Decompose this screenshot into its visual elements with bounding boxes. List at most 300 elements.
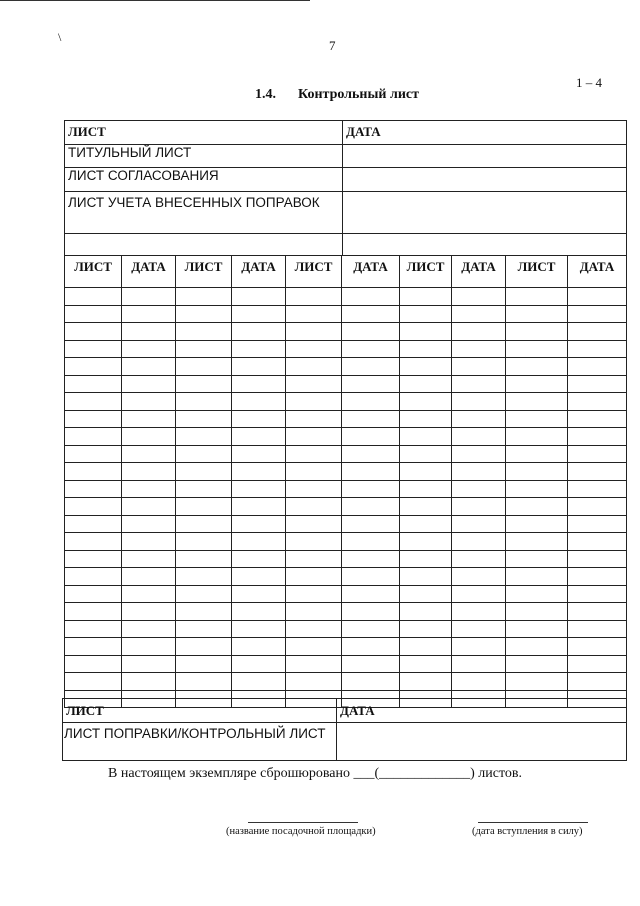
grid-cell-sheet [286, 480, 342, 498]
grid-row [65, 585, 627, 603]
grid-cell-sheet [506, 323, 568, 341]
grid-cell-date [342, 585, 400, 603]
sheet-name [65, 234, 343, 256]
section-title: Контрольный лист [298, 87, 420, 102]
grid-cell-sheet [400, 463, 452, 481]
grid-cell-date [122, 428, 176, 446]
grid-cell-date [568, 375, 627, 393]
grid-row [65, 533, 627, 551]
grid-cell-sheet [65, 393, 122, 411]
grid-cell-sheet [286, 428, 342, 446]
grid-row [65, 305, 627, 323]
grid-cell-date [452, 533, 506, 551]
grid-cell-sheet [400, 445, 452, 463]
grid-cell-date [342, 410, 400, 428]
grid-cell-date [122, 585, 176, 603]
grid-cell-date [452, 550, 506, 568]
grid-cell-sheet [286, 340, 342, 358]
correction-sheet-table [62, 698, 627, 761]
grid-cell-sheet [286, 568, 342, 586]
table-header-row [65, 121, 627, 145]
grid-cell-sheet [65, 498, 122, 516]
effective-date-line [478, 822, 588, 823]
grid-header-date: ДАТА [452, 256, 506, 288]
grid-cell-sheet [506, 393, 568, 411]
grid-row [65, 288, 627, 306]
grid-cell-sheet [65, 515, 122, 533]
grid-row [65, 445, 627, 463]
grid-cell-date [122, 498, 176, 516]
grid-cell-sheet [506, 288, 568, 306]
grid-cell-date [342, 568, 400, 586]
sheet-date-grid [64, 255, 627, 708]
column-header-date: ДАТА [337, 699, 627, 723]
grid-cell-sheet [176, 638, 232, 656]
grid-row [65, 428, 627, 446]
grid-cell-date [232, 375, 286, 393]
grid-cell-date [122, 603, 176, 621]
grid-cell-sheet [65, 428, 122, 446]
grid-row [65, 550, 627, 568]
grid-cell-date [452, 463, 506, 481]
sheet-name: ЛИСТ ПОПРАВКИ/КОНТРОЛЬНЫЙ ЛИСТ [63, 723, 337, 761]
grid-cell-date [122, 393, 176, 411]
grid-cell-date [232, 533, 286, 551]
grid-row [65, 620, 627, 638]
grid-cell-date [568, 673, 627, 691]
grid-row [65, 638, 627, 656]
grid-cell-sheet [65, 568, 122, 586]
grid-cell-sheet [176, 445, 232, 463]
grid-cell-sheet [400, 375, 452, 393]
grid-cell-date [452, 323, 506, 341]
grid-cell-sheet [176, 323, 232, 341]
grid-cell-date [122, 533, 176, 551]
grid-header-sheet: ЛИСТ [506, 256, 568, 288]
page-reference: 1 – 4 [576, 75, 602, 90]
grid-cell-date [122, 480, 176, 498]
grid-cell-date [232, 428, 286, 446]
grid-cell-sheet [400, 393, 452, 411]
grid-cell-sheet [176, 498, 232, 516]
grid-cell-sheet [65, 358, 122, 376]
grid-cell-date [122, 340, 176, 358]
grid-header-date: ДАТА [232, 256, 286, 288]
grid-cell-sheet [400, 533, 452, 551]
grid-cell-date [122, 323, 176, 341]
table-row [65, 234, 627, 256]
grid-cell-date [452, 358, 506, 376]
grid-cell-date [232, 498, 286, 516]
grid-header-sheet: ЛИСТ [286, 256, 342, 288]
grid-cell-sheet [506, 410, 568, 428]
grid-cell-sheet [506, 428, 568, 446]
grid-cell-sheet [400, 410, 452, 428]
grid-body [65, 288, 627, 708]
grid-cell-sheet [65, 603, 122, 621]
grid-cell-date [452, 603, 506, 621]
grid-cell-date [342, 480, 400, 498]
grid-cell-date [342, 620, 400, 638]
grid-row [65, 515, 627, 533]
grid-cell-sheet [286, 498, 342, 516]
grid-cell-sheet [286, 655, 342, 673]
grid-cell-date [568, 445, 627, 463]
table-row [65, 192, 627, 234]
sheet-list-table [64, 120, 627, 256]
grid-cell-date [232, 305, 286, 323]
grid-cell-sheet [65, 288, 122, 306]
grid-cell-sheet [176, 655, 232, 673]
grid-cell-date [122, 375, 176, 393]
grid-cell-date [452, 340, 506, 358]
date-cell [337, 723, 627, 761]
grid-cell-sheet [176, 393, 232, 411]
section-heading [255, 87, 419, 103]
grid-cell-date [122, 655, 176, 673]
grid-cell-date [122, 445, 176, 463]
grid-cell-sheet [65, 323, 122, 341]
grid-header-date: ДАТА [568, 256, 627, 288]
grid-cell-date [568, 410, 627, 428]
grid-cell-date [568, 655, 627, 673]
grid-cell-sheet [65, 550, 122, 568]
grid-row [65, 603, 627, 621]
grid-cell-date [232, 585, 286, 603]
grid-cell-sheet [65, 585, 122, 603]
grid-cell-sheet [506, 463, 568, 481]
grid-cell-sheet [400, 498, 452, 516]
grid-cell-sheet [65, 445, 122, 463]
table-row [65, 145, 627, 168]
table-row [65, 168, 627, 192]
grid-cell-sheet [176, 533, 232, 551]
grid-cell-sheet [286, 673, 342, 691]
effective-date-caption: (дата вступления в силу) [472, 826, 583, 837]
grid-cell-date [232, 655, 286, 673]
grid-cell-date [342, 673, 400, 691]
grid-cell-sheet [176, 480, 232, 498]
grid-cell-sheet [65, 340, 122, 358]
grid-cell-date [122, 463, 176, 481]
grid-cell-date [232, 358, 286, 376]
grid-cell-sheet [176, 463, 232, 481]
grid-cell-sheet [400, 655, 452, 673]
grid-cell-date [568, 568, 627, 586]
grid-cell-sheet [400, 515, 452, 533]
table-row [63, 723, 627, 761]
grid-cell-date [122, 568, 176, 586]
grid-cell-sheet [286, 585, 342, 603]
grid-cell-sheet [506, 585, 568, 603]
grid-cell-date [342, 393, 400, 411]
grid-cell-date [232, 393, 286, 411]
grid-row [65, 393, 627, 411]
grid-cell-date [342, 603, 400, 621]
grid-cell-date [568, 288, 627, 306]
grid-cell-date [568, 550, 627, 568]
grid-cell-sheet [286, 603, 342, 621]
column-header-sheet: ЛИСТ [65, 121, 343, 145]
grid-cell-date [568, 393, 627, 411]
grid-header-date: ДАТА [122, 256, 176, 288]
date-cell [343, 145, 627, 168]
grid-cell-sheet [286, 393, 342, 411]
grid-header-date: ДАТА [342, 256, 400, 288]
grid-row [65, 375, 627, 393]
grid-cell-sheet [506, 445, 568, 463]
grid-cell-date [122, 410, 176, 428]
grid-cell-date [568, 428, 627, 446]
grid-cell-sheet [400, 585, 452, 603]
grid-cell-date [342, 550, 400, 568]
grid-cell-date [452, 393, 506, 411]
corner-mark: \ [58, 30, 62, 44]
grid-cell-date [122, 515, 176, 533]
grid-cell-sheet [400, 603, 452, 621]
grid-cell-sheet [65, 533, 122, 551]
page-number: 7 [329, 38, 336, 53]
grid-cell-date [232, 480, 286, 498]
grid-cell-date [232, 673, 286, 691]
grid-row [65, 463, 627, 481]
grid-cell-date [568, 305, 627, 323]
grid-cell-date [342, 358, 400, 376]
grid-cell-date [232, 638, 286, 656]
grid-cell-sheet [65, 655, 122, 673]
grid-cell-date [342, 515, 400, 533]
grid-cell-date [452, 515, 506, 533]
grid-cell-date [342, 463, 400, 481]
grid-cell-sheet [65, 620, 122, 638]
grid-cell-sheet [506, 480, 568, 498]
grid-cell-sheet [506, 498, 568, 516]
table-header-row [63, 699, 627, 723]
grid-header-sheet: ЛИСТ [176, 256, 232, 288]
grid-cell-sheet [400, 340, 452, 358]
grid-cell-date [452, 288, 506, 306]
date-cell [343, 168, 627, 192]
grid-cell-date [342, 375, 400, 393]
grid-row [65, 323, 627, 341]
top-edge-line [0, 0, 310, 1]
grid-cell-sheet [506, 358, 568, 376]
grid-cell-date [122, 288, 176, 306]
grid-cell-sheet [400, 568, 452, 586]
grid-cell-sheet [506, 375, 568, 393]
grid-cell-sheet [176, 620, 232, 638]
grid-cell-sheet [400, 358, 452, 376]
grid-header-sheet: ЛИСТ [400, 256, 452, 288]
grid-cell-sheet [506, 638, 568, 656]
grid-cell-date [342, 428, 400, 446]
grid-cell-sheet [176, 515, 232, 533]
grid-cell-sheet [176, 428, 232, 446]
grid-cell-date [232, 288, 286, 306]
grid-cell-date [568, 323, 627, 341]
grid-cell-date [122, 305, 176, 323]
grid-cell-sheet [400, 550, 452, 568]
grid-cell-sheet [506, 340, 568, 358]
grid-cell-sheet [176, 603, 232, 621]
grid-cell-date [452, 673, 506, 691]
bound-sheets-statement: В настоящем экземпляре сброшюровано ___(_____________) листов. [108, 766, 523, 781]
grid-cell-sheet [506, 603, 568, 621]
grid-cell-date [568, 603, 627, 621]
grid-cell-date [232, 515, 286, 533]
grid-cell-sheet [286, 445, 342, 463]
grid-cell-date [342, 655, 400, 673]
grid-cell-date [122, 620, 176, 638]
grid-cell-sheet [65, 463, 122, 481]
grid-cell-date [452, 428, 506, 446]
grid-cell-date [452, 410, 506, 428]
site-name-caption: (название посадочной площадки) [226, 826, 376, 837]
grid-row [65, 358, 627, 376]
grid-cell-date [568, 358, 627, 376]
date-cell [343, 192, 627, 234]
grid-cell-date [342, 305, 400, 323]
grid-cell-date [232, 463, 286, 481]
grid-cell-date [342, 323, 400, 341]
grid-cell-sheet [286, 305, 342, 323]
grid-cell-sheet [506, 673, 568, 691]
grid-cell-date [568, 585, 627, 603]
grid-cell-sheet [286, 288, 342, 306]
column-header-sheet: ЛИСТ [63, 699, 337, 723]
sheet-name: ТИТУЛЬНЫЙ ЛИСТ [65, 145, 343, 168]
sheet-name: ЛИСТ СОГЛАСОВАНИЯ [65, 168, 343, 192]
grid-cell-date [232, 340, 286, 358]
site-name-line [248, 822, 358, 823]
grid-cell-sheet [286, 410, 342, 428]
grid-cell-date [568, 480, 627, 498]
grid-header-sheet: ЛИСТ [65, 256, 122, 288]
grid-cell-sheet [176, 585, 232, 603]
grid-cell-sheet [286, 463, 342, 481]
grid-cell-sheet [286, 323, 342, 341]
grid-cell-date [232, 603, 286, 621]
grid-cell-date [452, 585, 506, 603]
grid-cell-date [452, 375, 506, 393]
grid-cell-sheet [176, 305, 232, 323]
grid-cell-date [452, 638, 506, 656]
grid-cell-date [452, 445, 506, 463]
date-cell [343, 234, 627, 256]
grid-cell-sheet [65, 480, 122, 498]
grid-cell-sheet [176, 375, 232, 393]
grid-cell-date [452, 305, 506, 323]
grid-cell-sheet [65, 375, 122, 393]
grid-cell-date [452, 498, 506, 516]
grid-cell-sheet [286, 638, 342, 656]
grid-cell-sheet [286, 515, 342, 533]
grid-row [65, 568, 627, 586]
grid-cell-date [342, 638, 400, 656]
grid-cell-date [122, 638, 176, 656]
grid-cell-sheet [176, 358, 232, 376]
grid-row [65, 340, 627, 358]
grid-cell-date [232, 620, 286, 638]
sheet-name: ЛИСТ УЧЕТА ВНЕСЕННЫХ ПОПРАВОК [65, 192, 343, 234]
grid-cell-date [568, 340, 627, 358]
grid-cell-date [342, 340, 400, 358]
grid-cell-sheet [506, 515, 568, 533]
grid-cell-sheet [65, 410, 122, 428]
grid-header-row [65, 256, 627, 288]
grid-cell-date [452, 620, 506, 638]
grid-cell-date [342, 498, 400, 516]
grid-cell-date [568, 515, 627, 533]
grid-cell-date [342, 533, 400, 551]
grid-cell-date [122, 673, 176, 691]
grid-cell-sheet [286, 550, 342, 568]
grid-cell-sheet [176, 340, 232, 358]
grid-cell-sheet [506, 550, 568, 568]
grid-row [65, 410, 627, 428]
grid-cell-date [232, 568, 286, 586]
grid-cell-sheet [286, 533, 342, 551]
grid-cell-date [452, 655, 506, 673]
grid-cell-date [122, 550, 176, 568]
grid-cell-sheet [176, 550, 232, 568]
grid-cell-date [452, 568, 506, 586]
grid-cell-sheet [506, 568, 568, 586]
grid-cell-sheet [400, 480, 452, 498]
grid-cell-sheet [286, 358, 342, 376]
grid-cell-sheet [65, 673, 122, 691]
grid-cell-date [342, 445, 400, 463]
grid-cell-sheet [400, 638, 452, 656]
grid-cell-date [122, 358, 176, 376]
grid-cell-sheet [176, 410, 232, 428]
column-header-date: ДАТА [343, 121, 627, 145]
grid-cell-sheet [176, 568, 232, 586]
grid-cell-sheet [286, 375, 342, 393]
grid-cell-sheet [400, 323, 452, 341]
grid-cell-date [568, 620, 627, 638]
grid-cell-date [568, 498, 627, 516]
grid-row [65, 498, 627, 516]
grid-cell-sheet [286, 620, 342, 638]
grid-cell-sheet [506, 655, 568, 673]
grid-cell-date [232, 445, 286, 463]
grid-cell-sheet [65, 305, 122, 323]
grid-cell-date [342, 288, 400, 306]
grid-cell-date [232, 323, 286, 341]
grid-cell-sheet [176, 288, 232, 306]
grid-row [65, 673, 627, 691]
grid-row [65, 480, 627, 498]
grid-cell-sheet [176, 673, 232, 691]
grid-cell-sheet [400, 620, 452, 638]
grid-cell-sheet [400, 288, 452, 306]
grid-row [65, 655, 627, 673]
grid-cell-sheet [65, 638, 122, 656]
grid-cell-sheet [506, 620, 568, 638]
grid-cell-date [568, 638, 627, 656]
grid-cell-sheet [506, 305, 568, 323]
grid-cell-date [452, 480, 506, 498]
grid-cell-date [568, 533, 627, 551]
grid-cell-date [232, 410, 286, 428]
grid-cell-sheet [400, 673, 452, 691]
grid-cell-sheet [400, 428, 452, 446]
grid-cell-date [232, 550, 286, 568]
grid-cell-sheet [400, 305, 452, 323]
grid-cell-sheet [506, 533, 568, 551]
section-number: 1.4. [255, 87, 276, 102]
